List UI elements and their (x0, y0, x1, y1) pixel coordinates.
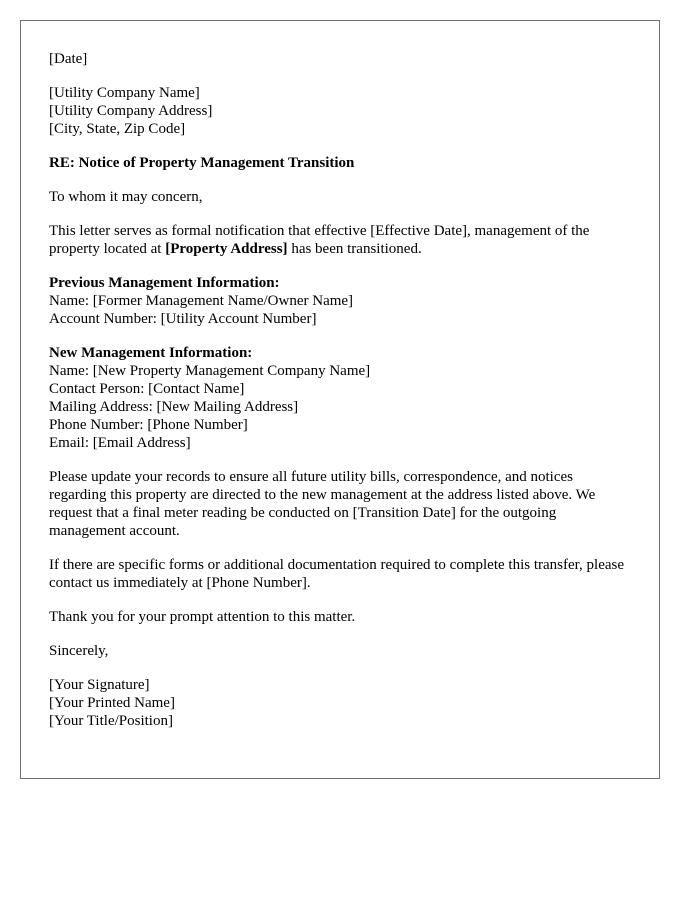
printed-name: [Your Printed Name] (49, 695, 175, 711)
letter-date: [Date] (49, 51, 88, 67)
previous-management-name: Name: [Former Management Name/Owner Name] (49, 293, 354, 309)
date-line (49, 50, 631, 68)
thanks-paragraph: Thank you for your prompt attention to this matter. (49, 609, 356, 625)
salutation (49, 188, 631, 206)
property-address: [Property Address] (165, 241, 288, 257)
salutation-text: To whom it may concern, (49, 189, 203, 205)
new-management-block (49, 344, 631, 452)
intro-text-before: This letter serves as formal notification that effective [Effective Date], management of the property located at (49, 223, 590, 257)
recipient-block (49, 84, 631, 138)
previous-account-number: Account Number: [Utility Account Number] (49, 311, 317, 327)
signature-placeholder: [Your Signature] (49, 677, 150, 693)
forms-paragraph: If there are specific forms or additional documentation required to complete this transfer, please contact us immediately at [Phone Number]. (49, 557, 625, 591)
new-mailing-address: Mailing Address: [New Mailing Address] (49, 399, 299, 415)
previous-management-heading: Previous Management Information: (49, 275, 280, 291)
letter-page (20, 20, 660, 779)
recipient-name: [Utility Company Name] (49, 85, 200, 101)
new-management-heading: New Management Information: (49, 345, 253, 361)
title-position: [Your Title/Position] (49, 713, 173, 729)
intro-paragraph (49, 222, 631, 258)
subject-line (49, 154, 631, 172)
new-management-name: Name: [New Property Management Company Name] (49, 363, 371, 379)
recipient-city-state-zip: [City, State, Zip Code] (49, 121, 186, 137)
intro-text-after: has been transitioned. (287, 241, 422, 257)
new-email: Email: [Email Address] (49, 435, 191, 451)
subject-text: RE: Notice of Property Management Transition (49, 155, 355, 171)
new-phone-number: Phone Number: [Phone Number] (49, 417, 248, 433)
recipient-address: [Utility Company Address] (49, 103, 213, 119)
previous-management-block (49, 274, 631, 328)
closing: Sincerely, (49, 643, 109, 659)
new-contact-person: Contact Person: [Contact Name] (49, 381, 245, 397)
signature-block (49, 676, 631, 730)
update-records-paragraph: Please update your records to ensure all future utility bills, correspondence, and notices regarding this property are directed to the new management at the address listed above. We request that a final meter reading be conducted on [Transition Date] for the outgoing management account. (49, 469, 596, 539)
